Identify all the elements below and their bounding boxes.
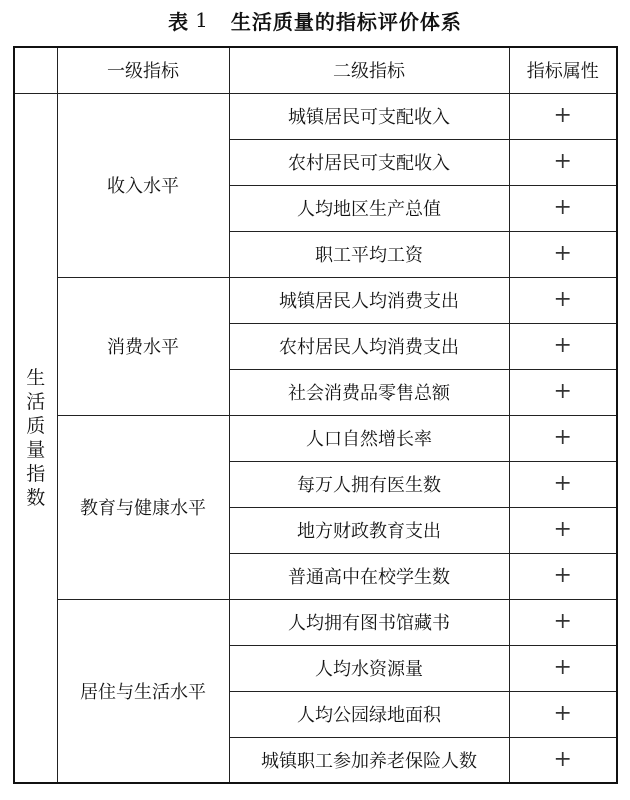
attribute-cell [509,323,617,369]
level2-cell: 农村居民可支配收入 [229,139,509,185]
table-row [14,277,617,323]
header-root [14,47,57,93]
table-row [14,599,617,645]
root-label-char: 生 [26,366,46,389]
header-attribute: 指标属性 [509,47,617,93]
table-caption [0,4,630,36]
plus-sign: + [553,241,572,266]
plus-sign: + [553,149,572,174]
root-label-char: 活 [26,390,46,413]
attribute-cell [509,553,617,599]
level2-cell: 人口自然增长率 [229,415,509,461]
table-row [14,415,617,461]
level2-cell: 地方财政教育支出 [229,507,509,553]
root-index-cell [14,93,57,783]
table-header-row [14,47,617,93]
attribute-cell [509,139,617,185]
table-body [14,93,617,783]
level2-cell: 农村居民人均消费支出 [229,323,509,369]
attribute-cell [509,93,617,139]
level2-cell: 人均水资源量 [229,645,509,691]
caption-label: 表 [168,9,190,34]
plus-sign: + [553,655,572,680]
level1-cell: 收入水平 [57,93,229,277]
attribute-cell [509,415,617,461]
plus-sign: + [553,425,572,450]
root-label-char: 量 [26,438,46,461]
caption-title: 生活质量的指标评价体系 [230,9,462,34]
level2-cell: 城镇职工参加养老保险人数 [229,737,509,783]
plus-sign: + [553,701,572,726]
table-row [14,93,617,139]
attribute-cell [509,599,617,645]
attribute-cell [509,461,617,507]
plus-sign: + [553,563,572,588]
level1-cell: 教育与健康水平 [57,415,229,599]
attribute-cell [509,645,617,691]
plus-sign: + [553,471,572,496]
root-label-char: 数 [26,486,46,509]
attribute-cell [509,691,617,737]
attribute-cell [509,185,617,231]
level2-cell: 城镇居民人均消费支出 [229,277,509,323]
plus-sign: + [553,609,572,634]
level1-cell: 居住与生活水平 [57,599,229,783]
attribute-cell [509,277,617,323]
level2-cell: 人均拥有图书馆藏书 [229,599,509,645]
plus-sign: + [553,379,572,404]
plus-sign: + [553,746,572,772]
attribute-cell [509,507,617,553]
caption-number: 1 [195,8,209,32]
header-level2: 二级指标 [229,47,509,93]
level1-cell: 消费水平 [57,277,229,415]
level2-cell: 职工平均工资 [229,231,509,277]
root-label-char: 指 [26,462,46,485]
plus-sign: + [553,287,572,312]
attribute-cell [509,369,617,415]
root-label-char: 质 [26,414,46,437]
plus-sign: + [553,195,572,220]
plus-sign: + [553,103,572,128]
level2-cell: 人均公园绿地面积 [229,691,509,737]
plus-sign: + [553,517,572,542]
level2-cell: 社会消费品零售总额 [229,369,509,415]
level2-cell: 普通高中在校学生数 [229,553,509,599]
attribute-cell [509,737,617,783]
indicator-table [13,46,618,784]
plus-sign: + [553,333,572,358]
level2-cell: 人均地区生产总值 [229,185,509,231]
header-level1: 一级指标 [57,47,229,93]
attribute-cell [509,231,617,277]
level2-cell: 每万人拥有医生数 [229,461,509,507]
level2-cell: 城镇居民可支配收入 [229,93,509,139]
